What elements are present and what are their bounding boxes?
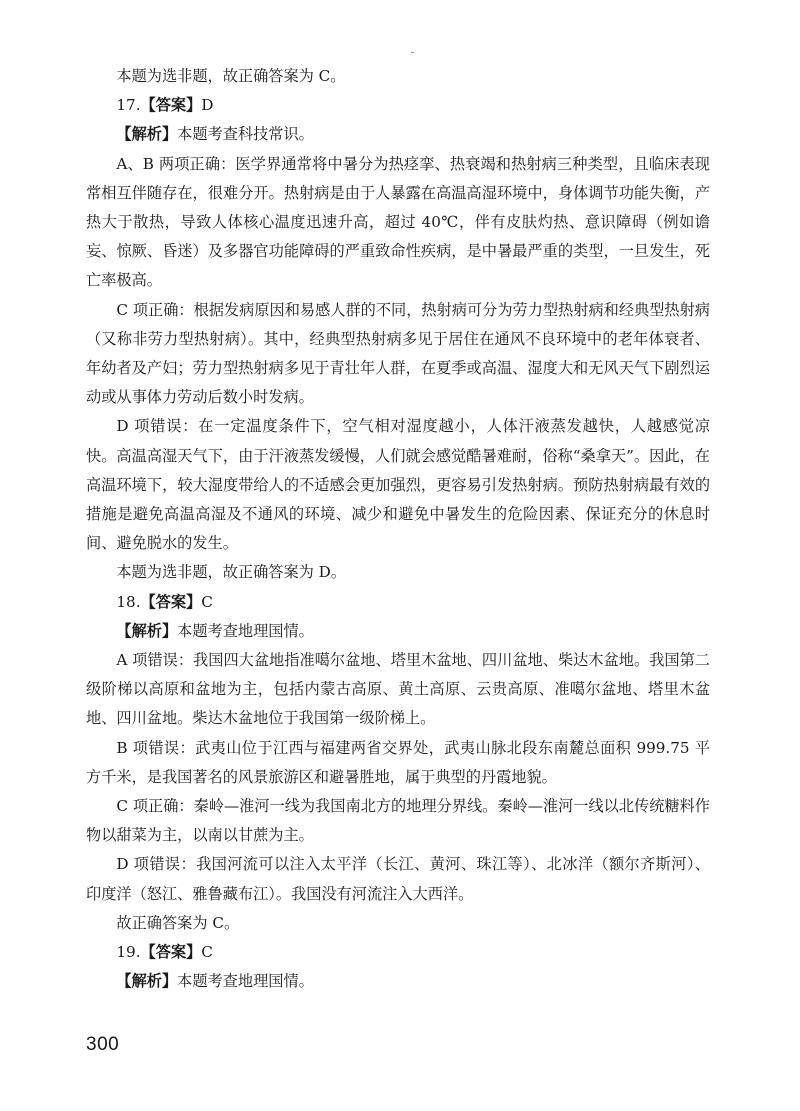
paragraph: 本题为选非题，故正确答案为 D。	[116, 563, 347, 582]
answer-value: D	[201, 96, 214, 115]
analysis-line-19	[86, 967, 710, 996]
question-number: 17.	[116, 96, 141, 115]
analysis-line-18	[86, 617, 710, 646]
page-number: 300	[86, 1034, 120, 1055]
analysis-label: 【解析】	[116, 125, 178, 144]
paragraph: C 项正确：根据发病原因和易感人群的不同，热射病可分为劳力型热射病和经典型热射病（又称非劳力型热射病）。其中，经典型热射病多见于居住在通风不良环境中的老年体衰者、年幼者及产妇；劳力型热射病多见于青壮年人群，在夏季或高温、湿度大和无风天气下剧烈运动或从事体力劳动后数小时发病。	[86, 300, 710, 407]
paragraph: C 项正确：秦岭—淮河一线为我国南北方的地理分界线。秦岭—淮河一线以北传统糖料作物以甜菜为主，以南以甘蔗为主。	[86, 797, 710, 845]
answer-value: C	[201, 943, 213, 962]
answer-value: C	[201, 592, 213, 611]
answer-label: 【答案】	[140, 96, 202, 115]
paragraph: A 项错误：我国四大盆地指准噶尔盆地、塔里木盆地、四川盆地、柴达木盆地。我国第二级阶梯以高原和盆地为主，包括内蒙古高原、黄土高原、云贵高原、准噶尔盆地、塔里木盆地、四川盆地。柴达木盆地位于我国第一级阶梯上。	[86, 651, 710, 728]
analysis-text: 本题考查地理国情。	[177, 621, 314, 640]
paragraph: D 项错误：我国河流可以注入太平洋（长江、黄河、珠江等）、北冰洋（额尔齐斯河）、印度洋（怒江、雅鲁藏布江）。我国没有河流注入大西洋。	[86, 855, 710, 903]
paragraph: B 项错误：武夷山位于江西与福建两省交界处，武夷山脉北段东南麓总面积 999.75 平方千米，是我国著名的风景旅游区和避暑胜地，属于典型的丹霞地貌。	[86, 738, 710, 786]
paragraph: D 项错误：在一定温度条件下，空气相对湿度越小，人体汗液蒸发越快，人越感觉凉快。高温高湿天气下，由于汗液蒸发缓慢，人们就会感觉酷暑难耐，俗称“桑拿天”。因此，在高温环境下，较大湿度带给人的不适感会更加强烈，更容易引发热射病。预防热射病最有效的措施是避免高温高湿及不通风的环境、减少和避免中暑发生的危险因素、保证充分的休息时间、避免脱水的发生。	[86, 417, 710, 553]
scan-speck	[411, 52, 414, 53]
answer-label: 【答案】	[140, 943, 202, 962]
answer-line-17	[86, 91, 710, 120]
analysis-text: 本题考查地理国情。	[177, 972, 314, 991]
page-body	[86, 62, 710, 997]
answer-label: 【答案】	[140, 592, 202, 611]
analysis-text: 本题考查科技常识。	[177, 125, 314, 144]
answer-line-18	[86, 588, 710, 617]
paragraph: 本题为选非题，故正确答案为 C。	[116, 67, 346, 85]
question-number: 18.	[116, 592, 141, 611]
question-number: 19.	[116, 943, 141, 962]
analysis-label: 【解析】	[116, 972, 178, 991]
answer-line-19	[86, 938, 710, 967]
analysis-line-17	[86, 120, 710, 149]
analysis-label: 【解析】	[116, 621, 178, 640]
paragraph: A、B 两项正确：医学界通常将中暑分为热痉挛、热衰竭和热射病三种类型，且临床表现常相互伴随存在，很难分开。热射病是由于人暴露在高温高湿环境中，身体调节功能失衡，产热大于散热，导致人体核心温度迅速升高，超过 40℃，伴有皮肤灼热、意识障碍（例如谵妄、惊厥、昏迷）及多器官功能障碍的严重致命性疾病，是中暑最严重的类型，一旦发生，死亡率极高。	[86, 154, 710, 290]
paragraph: 故正确答案为 C。	[116, 913, 240, 932]
